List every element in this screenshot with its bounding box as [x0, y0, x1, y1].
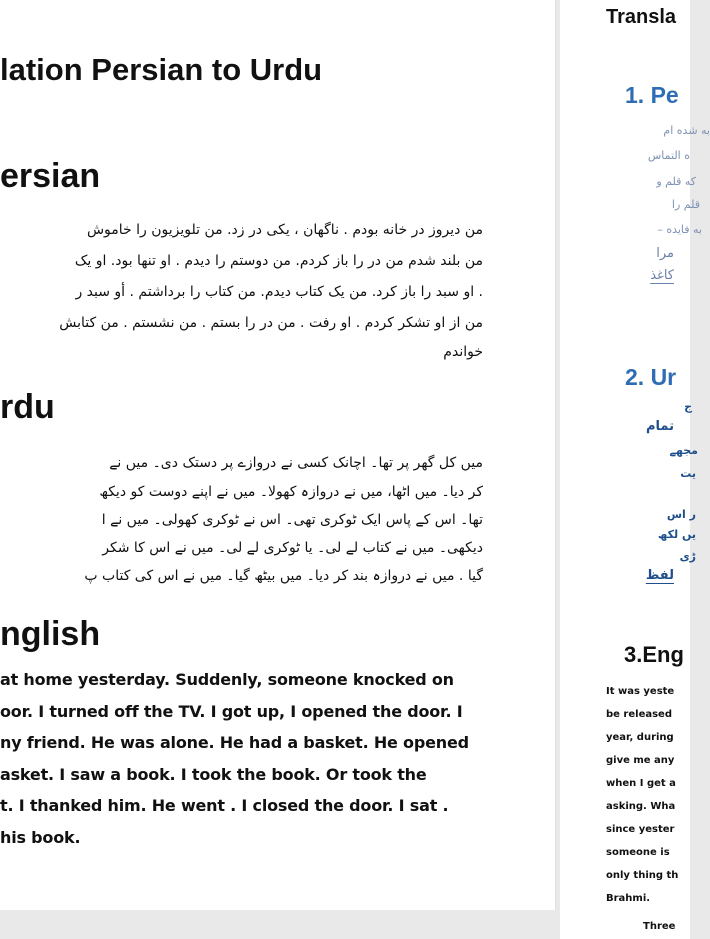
urdu-line: دیکھی۔ میں نے کتاب لے لی۔ یا ٹوکری لے لی۔ میں نے اس کا شکر	[102, 540, 483, 556]
persian-line: به شده ام	[663, 124, 710, 137]
right-document-page	[560, 0, 710, 939]
persian-line: . او سبد را باز کرد. من یک کتاب دیدم. من کتاب را برداشتم . أو سبد ر	[75, 284, 483, 300]
right-page-title: Transla	[606, 6, 677, 28]
english-line: only thing th	[606, 870, 679, 881]
persian-line: من بلند شدم من در را باز کردم. من دوستم را دیدم . او تنها بود. او یک	[74, 253, 483, 269]
persian-line: مرا	[656, 246, 674, 261]
urdu-line: یت	[680, 467, 696, 480]
urdu-line: ج	[684, 400, 692, 413]
english-line: his book.	[0, 828, 81, 847]
persian-line: قلم را	[671, 198, 700, 211]
urdu-line: تمام	[645, 419, 674, 434]
english-line: since yester	[606, 824, 675, 835]
urdu-line: میں کل گھر پر تھا۔ اچانک کسی نے دروازے پر دستک دی۔ میں نے	[109, 455, 483, 471]
section-persian-heading: 1. Pe	[625, 82, 679, 108]
english-line: Brahmi.	[606, 893, 651, 904]
persian-line: کاغذ	[650, 268, 674, 283]
document-title: lation Persian to Urdu	[0, 52, 323, 87]
persian-line: ه التماس	[647, 149, 690, 162]
persian-line: من دیروز در خانه بودم . ناگهان ، یکی در زد. من تلویزیون را خاموش	[86, 222, 483, 238]
english-line: ny friend. He was alone. He had a basket. He opened	[0, 733, 469, 752]
english-line: It was yeste	[606, 686, 675, 697]
english-line: t. I thanked him. He went . I closed the door. I sat .	[0, 796, 449, 815]
urdu-line: کر دیا۔ میں اٹھا، میں نے دروازہ کھولا۔ میں نے اپنے دوست کو دیکھ	[99, 484, 483, 500]
english-line: be released	[606, 709, 672, 720]
urdu-line: ڑی	[679, 550, 696, 563]
urdu-heading: rdu	[0, 388, 55, 426]
english-line: when I get a	[606, 778, 676, 789]
urdu-line: لفظ	[645, 568, 674, 583]
english-line: give me any	[606, 755, 675, 766]
urdu-line: مجھے	[669, 444, 698, 457]
persian-line: به فایده –	[657, 223, 702, 236]
urdu-line: تھا۔ اس کے پاس ایک ٹوکری تھی۔ اس نے ٹوکری کھولی۔ میں نے ا	[101, 512, 483, 528]
urdu-line: ر اس	[666, 508, 696, 521]
urdu-line: یں لکھ	[657, 528, 696, 541]
persian-line: خواندم	[443, 344, 483, 360]
english-line: asket. I saw a book. I took the book. Or took the	[0, 765, 427, 784]
section-english-heading: 3.Eng	[624, 642, 684, 667]
english-line: asking. Wha	[606, 801, 676, 812]
english-line: year, during	[606, 732, 674, 743]
english-line: oor. I turned off the TV. I got up, I opened the door. I	[0, 702, 463, 721]
persian-heading: ersian	[0, 157, 101, 195]
section-urdu-heading: 2. Ur	[625, 364, 677, 390]
persian-line: که قلم و	[656, 175, 696, 188]
english-line: someone is	[606, 847, 670, 858]
english-heading: nglish	[0, 615, 101, 653]
urdu-line: گیا . میں نے دروازہ بند کر دیا۔ میں بیٹھ گیا۔ میں نے اس کی کتاب پ	[84, 568, 483, 584]
english-line: at home yesterday. Suddenly, someone knocked on	[0, 670, 454, 689]
english-line: Three	[643, 921, 676, 932]
persian-line: من از او تشکر کردم . او رفت . من در را بستم . من نشستم . من کتابش	[59, 315, 483, 331]
